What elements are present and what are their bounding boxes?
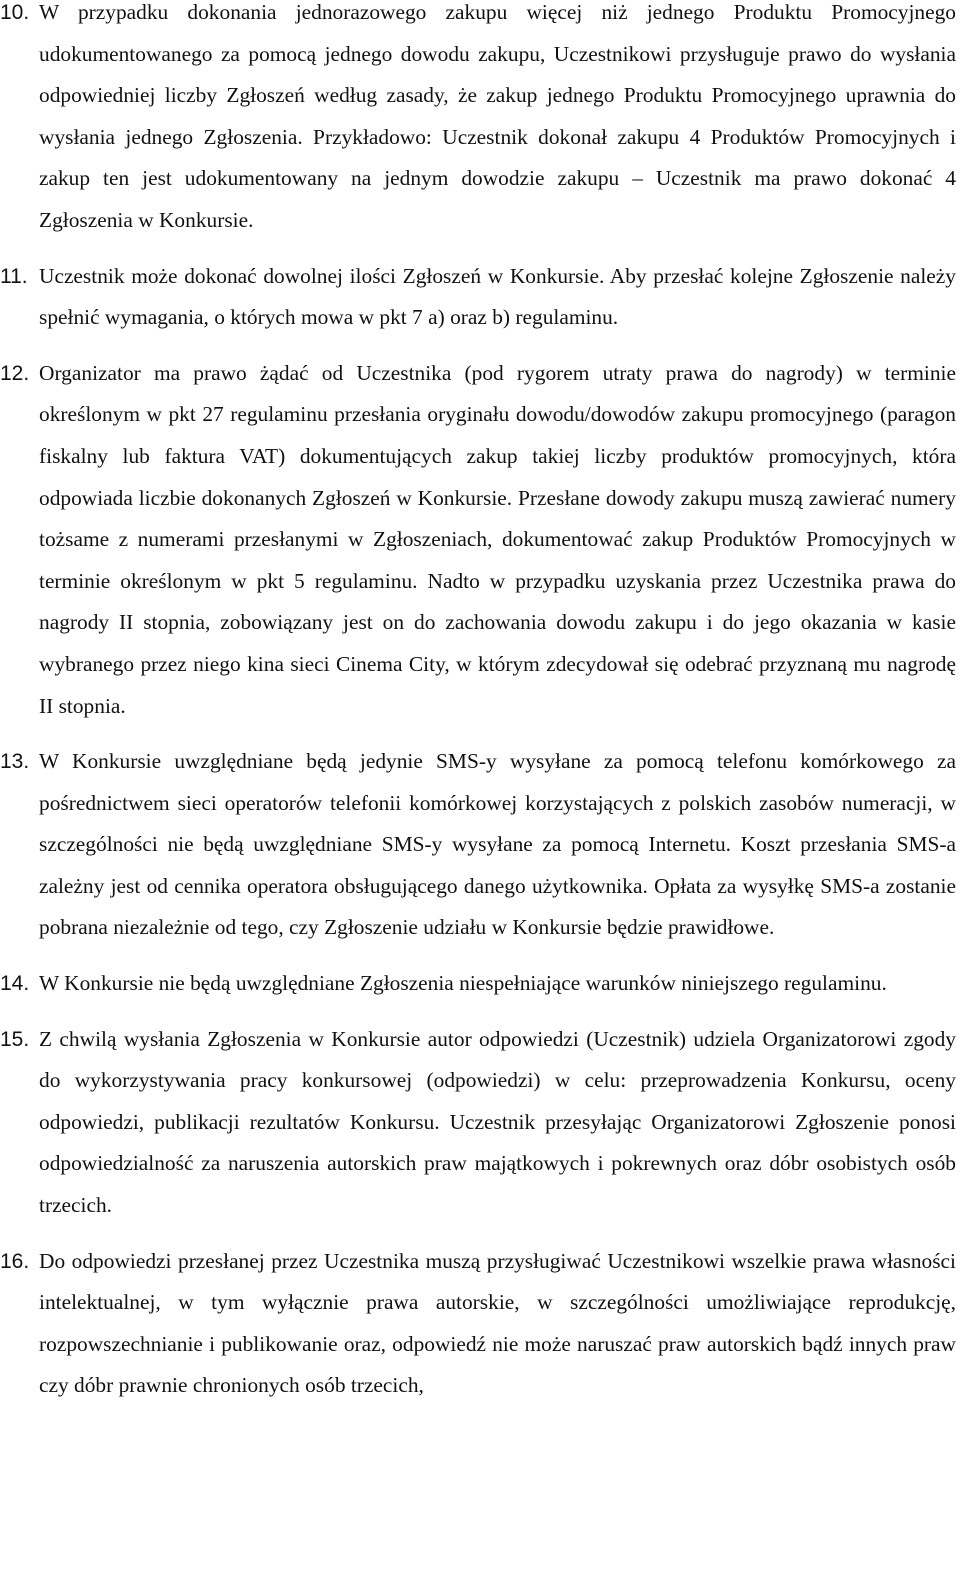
clause-number: 15. — [0, 1027, 30, 1051]
clause-text: Do odpowiedzi przesłanej przez Uczestnika muszą przysługiwać Uczestnikowi wszelkie prawa własności intelektualnej, w tym wyłącznie prawa autorskie, w szczególności umożliwiające reprodukcję, rozpowszechnianie i publikowanie oraz, odpowiedź nie może naruszać praw autorskich bądź innych praw czy dóbr prawnie chronionych osób trzecich, — [39, 1248, 956, 1398]
clause-number: 13. — [0, 750, 30, 774]
clause-11 — [0, 256, 960, 339]
clause-12 — [0, 353, 960, 727]
clause-number: 10. — [0, 1, 30, 24]
clause-10 — [0, 0, 960, 242]
clause-13 — [0, 741, 960, 949]
clause-16 — [0, 1241, 960, 1407]
clause-text: Uczestnik może dokonać dowolnej ilości Zgłoszeń w Konkursie. Aby przesłać kolejne Zgłoszenie należy spełnić wymagania, o których mowa w pkt 7 a) oraz b) regulaminu. — [39, 263, 956, 330]
clause-text: W przypadku dokonania jednorazowego zakupu więcej niż jednego Produktu Promocyjnego udokumentowanego za pomocą jednego dowodu zakupu, Uczestnikowi przysługuje prawo do wysłania odpowiedniej liczby Zgłoszeń według zasady, że zakup jednego Produktu Promocyjnego uprawnia do wysłania jednego Zgłoszenia. Przykładowo: Uczestnik dokonał zakupu 4 Produktów Promocyjnych i zakup ten jest udokumentowany na jednym dowodzie zakupu – Uczestnik ma prawo dokonać 4 Zgłoszenia w Konkursie. — [39, 0, 956, 232]
clause-text: W Konkursie nie będą uwzględniane Zgłoszenia niespełniające warunków niniejszego regulaminu. — [39, 971, 887, 996]
clause-15 — [0, 1019, 960, 1227]
clause-14 — [0, 963, 960, 1005]
clause-number: 14. — [0, 972, 30, 996]
clause-text: Organizator ma prawo żądać od Uczestnika (pod rygorem utraty prawa do nagrody) w terminie określonym w pkt 27 regulaminu przesłania oryginału dowodu/dowodów zakupu promocyjnego (paragon fiskalny lub faktura VAT) dokumentujących zakup takiej liczby produktów promocyjnych, która odpowiada liczbie dokonanych Zgłoszeń w Konkursie. Przesłane dowody zakupu muszą zawierać numery tożsame z numerami przesłanymi w Zgłoszeniach, dokumentować zakup Produktów Promocyjnych w terminie określonym w pkt 5 regulaminu. Nadto w przypadku uzyskania przez Uczestnika prawa do nagrody II stopnia, zobowiązany jest on do zachowania dowodu zakupu i do jego okazania w kasie wybranego przez niego kina sieci Cinema City, w którym zdecydował się odebrać przyznaną mu nagrodę II stopnia. — [39, 360, 956, 718]
clause-number: 12. — [0, 361, 30, 385]
clause-text: W Konkursie uwzględniane będą jedynie SMS-y wysyłane za pomocą telefonu komórkowego za pośrednictwem sieci operatorów telefonii komórkowej korzystających z polskich zasobów numeracji, w szczególności nie będą uwzględniane SMS-y wysyłane za pomocą Internetu. Koszt przesłania SMS-a zależny jest od cennika operatora obsługującego danego użytkownika. Opłata za wysyłkę SMS-a zostanie pobrana niezależnie od tego, czy Zgłoszenie udziału w Konkursie będzie prawidłowe. — [39, 749, 956, 940]
clause-number: 16. — [0, 1249, 30, 1273]
clause-number: 11. — [0, 264, 28, 288]
clause-text: Z chwilą wysłania Zgłoszenia w Konkursie autor odpowiedzi (Uczestnik) udziela Organizatorowi zgody do wykorzystywania pracy konkursowej (odpowiedzi) w celu: przeprowadzenia Konkursu, oceny odpowiedzi, publikacji rezultatów Konkursu. Uczestnik przesyłając Organizatorowi Zgłoszenie ponosi odpowiedzialność za naruszenia autorskich praw majątkowych i pokrewnych oraz dóbr osobistych osób trzecich. — [39, 1026, 956, 1218]
